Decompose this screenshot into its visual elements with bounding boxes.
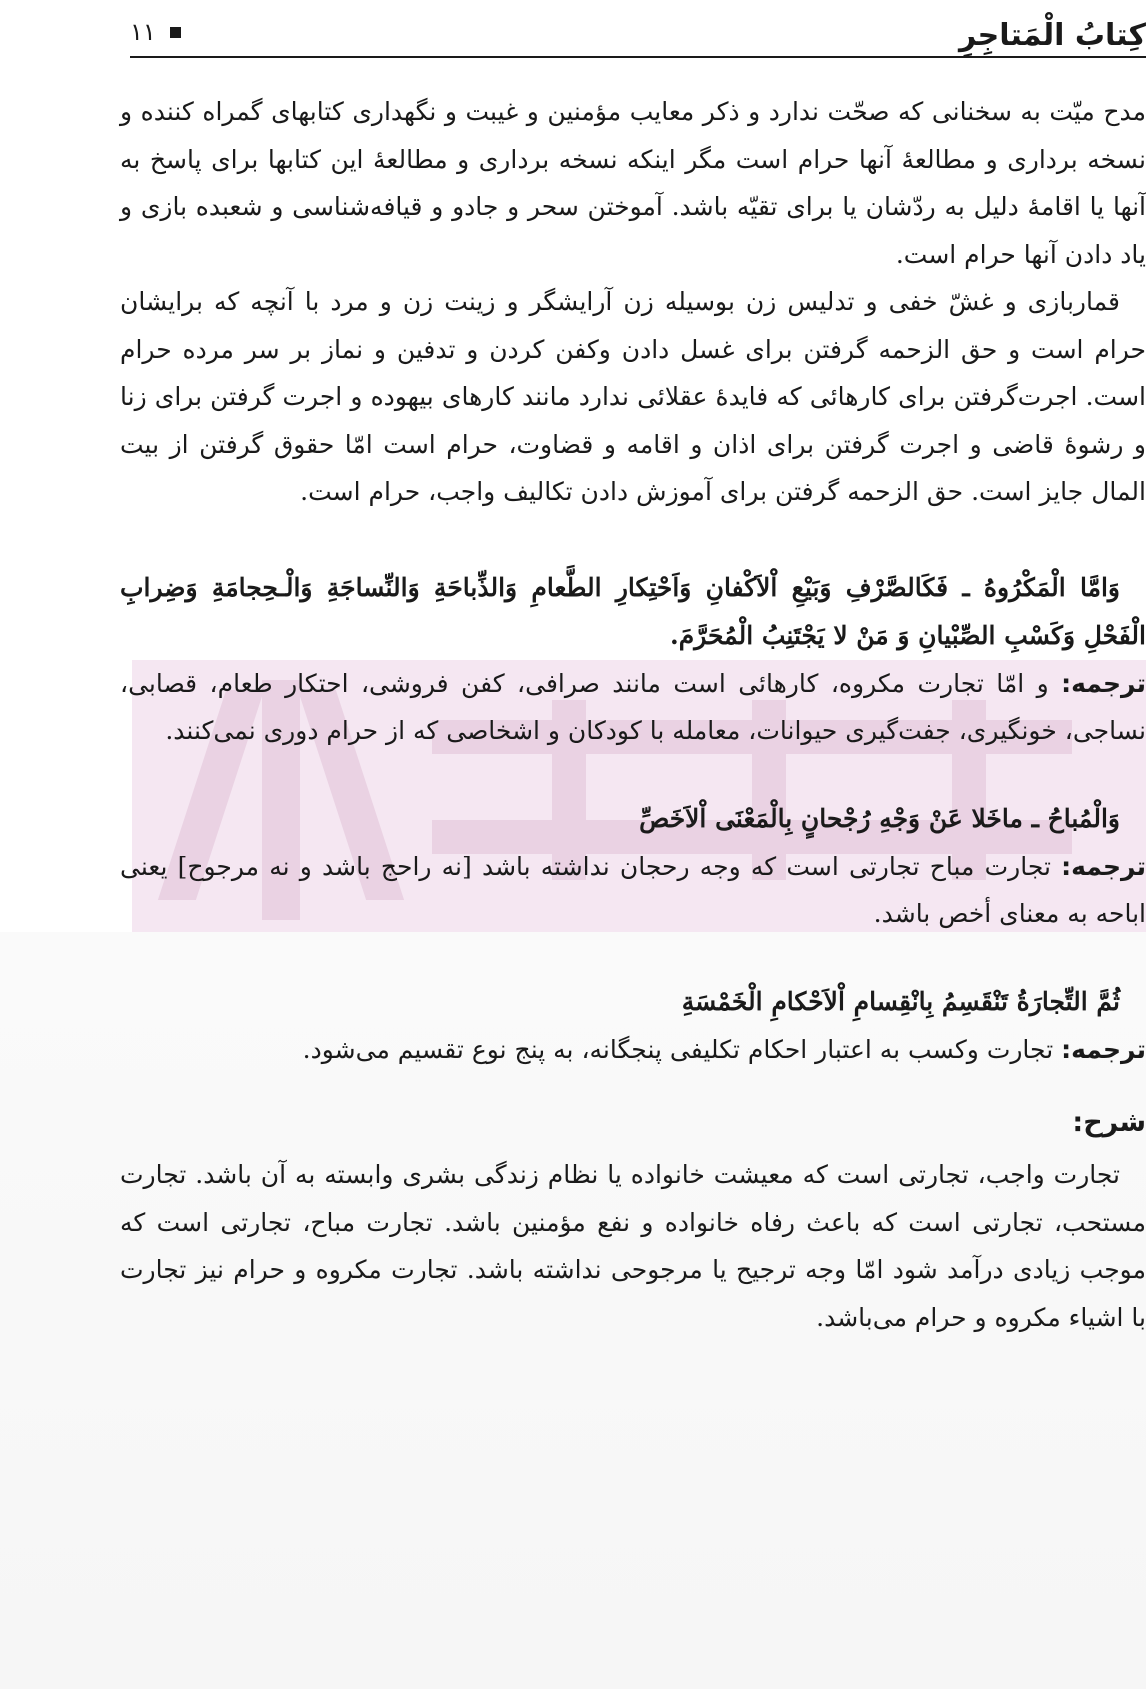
spacer	[120, 755, 1146, 795]
page-header	[130, 8, 1146, 58]
translation-text: و امّا تجارت مکروه، کارهائی است مانند صرافی، کفن فروشی، احتکار طعام، قصابی، نساجی، خونگیری، جفت‌گیری حیوانات، معامله با کودکان و اشخاصی که از حرام دوری نمی‌کنند.	[120, 668, 1146, 745]
page-body	[120, 88, 1146, 1341]
sharh-heading: شرح:	[1072, 1107, 1146, 1138]
translation-label: ترجمه:	[1061, 1034, 1146, 1064]
paragraph-2: قماربازی و غشّ خفی و تدلیس زن بوسیله زن آرایشگر و زینت زن و مرد با آنچه که برایشان حرام است و حق الزحمه گرفتن برای غسل دادن وکفن کردن و تدفین و نماز بر سر مرده حرام است. اجرت‌گرفتن برای کارهائی که فایدهٔ عقلائی ندارد مانند کارهای بیهوده و اجرت گرفتن برای زنا و رشوهٔ قاضی و اجرت گرفتن برای اذان و اقامه و قضاوت، حرام است امّا حقوق گرفتن از بیت المال جایز است. حق الزحمه گرفتن برای آموزش دادن تکالیف واجب، حرام است.	[120, 287, 1146, 506]
paragraph-1: مدح میّت به سخنانی که صحّت ندارد و ذکر معایب مؤمنین و غیبت و نگهداری کتابهای گمراه کننده و نسخه برداری و مطالعهٔ آنها حرام است مگر اینکه نسخه برداری و مطالعهٔ این کتابها برای پاسخ به آنها یا اقامهٔ دلیل به ردّشان یا برای تقیّه باشد. آموختن سحر و جادو و قیافه‌شناسی و شعبده بازی و یاد دادن آنها حرام است.	[120, 97, 1146, 269]
page-number-group	[130, 18, 181, 46]
translation-division	[120, 1026, 1146, 1074]
arabic-text-division: ثُمَّ التِّجارَةُ تَنْقَسِمُ بِانْقِسامِ اْلاَحْکامِ الْخَمْسَةِ	[681, 986, 1120, 1016]
sharh-text: تجارت واجب، تجارتی است که معیشت خانواده یا نظام زندگی بشری وابسته به آن باشد. تجارت مستحب، تجارتی است که باعث رفاه خانواده و نفع مؤمنین باشد. تجارت مباح، تجارتی است که موجب زیادی درآمد شود امّا وجه ترجیح یا مرجوحی نداشته باشد. تجارت مکروه و حرام نیز تجارت با اشیاء مکروه و حرام می‌باشد.	[120, 1160, 1146, 1332]
translation-label: ترجمه:	[1061, 851, 1146, 881]
spacer	[120, 1073, 1146, 1095]
translation-makruh	[120, 660, 1146, 755]
arabic-text-makruh: وَامَّا الْمَکْرُوهُ ـ فَکَالصَّرْفِ وَبَیْعِ اْلاَکْفانِ وَاَحْتِکارِ الطَّعامِ وَالذِّباحَةِ وَالنِّساجَةِ وَالْـحِجامَةِ وَضِرابِ الْفَحْلِ وَکَسْبِ الصِّبْیانِ وَ مَنْ لا یَجْتَنِبُ الْمُحَرَّمَ.	[120, 572, 1146, 650]
book-title: کِتابُ الْمَتاجِرِ	[958, 18, 1146, 53]
translation-text: تجارت مباح تجارتی است که وجه رحجان نداشته باشد [نه راحج باشد و نه مرجوح] یعنی اباحه به معنای أخص باشد.	[120, 851, 1146, 928]
header-rule	[130, 56, 1146, 58]
translation-text: تجارت وکسب به اعتبار احکام تکلیفی پنجگانه، به پنج نوع تقسیم می‌شود.	[302, 1034, 1054, 1064]
square-icon	[170, 27, 181, 38]
translation-label: ترجمه:	[1061, 668, 1146, 698]
arabic-text-mubah: وَالْمُباحُ ـ ماخَلا عَنْ وَجْهِ رُجْحانٍ بِالْمَعْنَی اْلاَخَصِّ	[639, 803, 1120, 833]
page-number: ۱۱	[130, 18, 156, 46]
translation-mubah	[120, 843, 1146, 938]
spacer	[120, 516, 1146, 564]
spacer	[120, 938, 1146, 978]
